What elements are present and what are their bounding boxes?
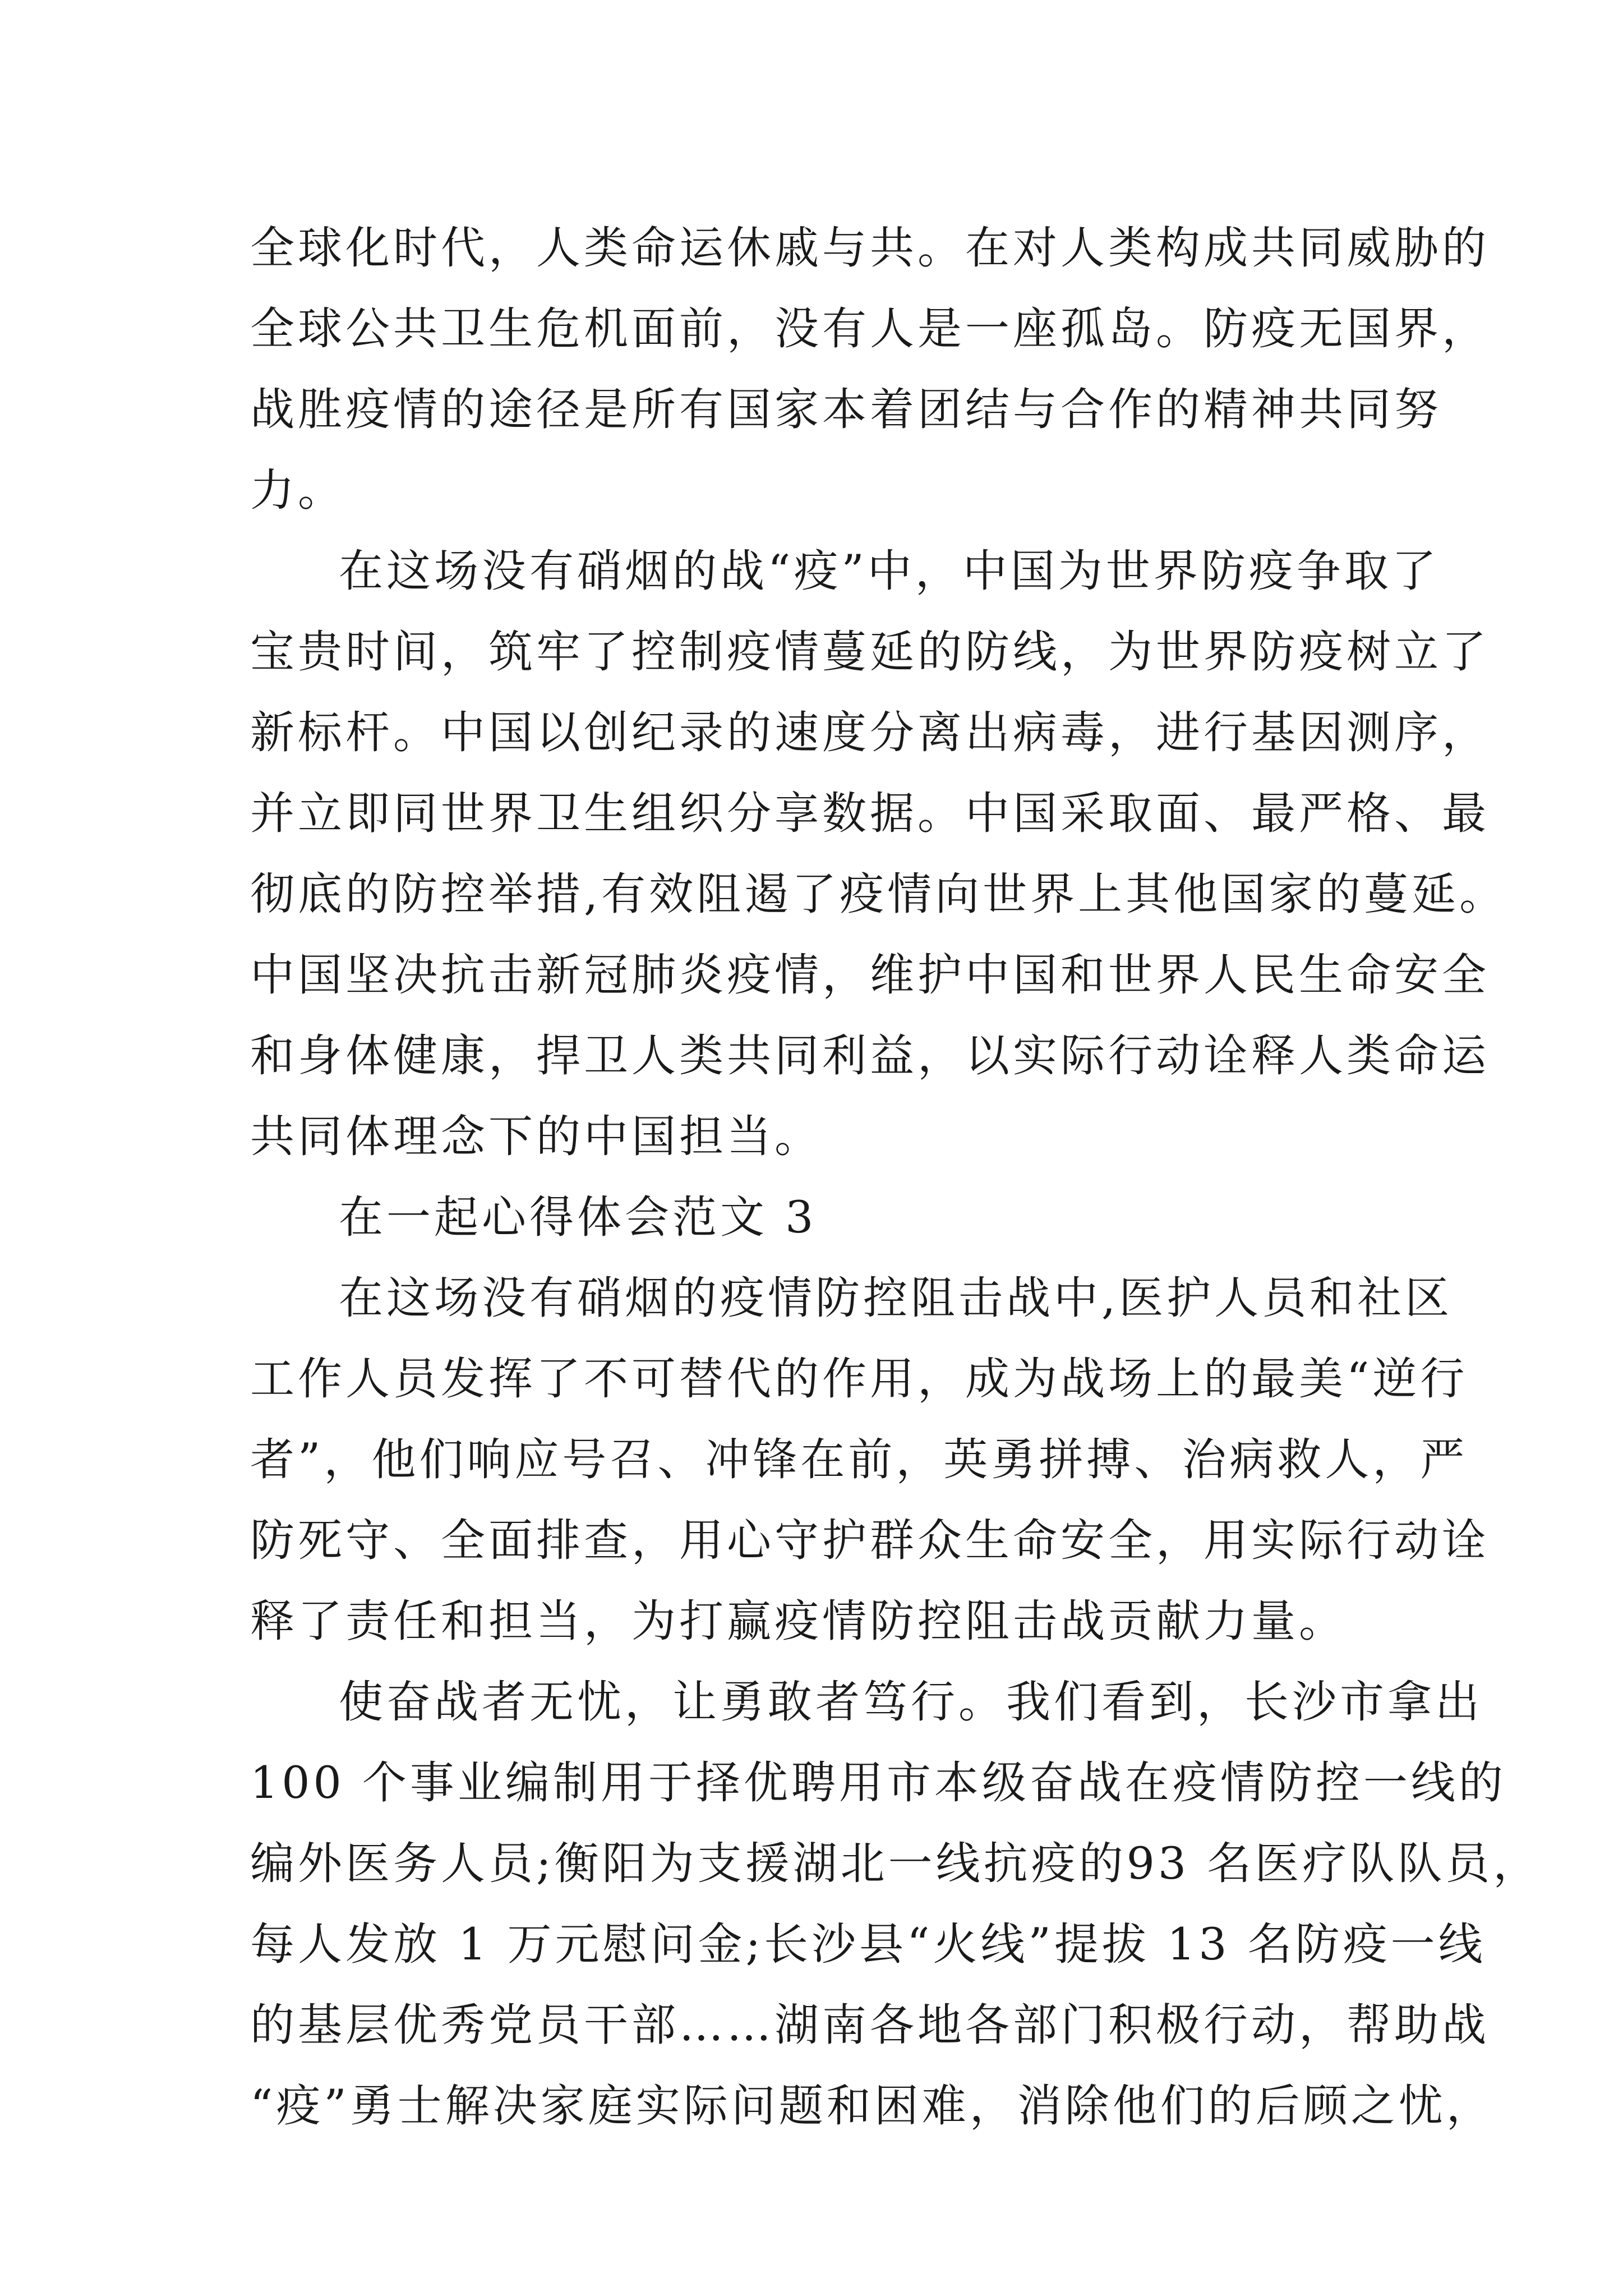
text-line: 在这场没有硝烟的疫情防控阻击战中,医护人员和社区 (339, 1272, 1453, 1324)
paragraph (250, 531, 1507, 1177)
text-line: 并立即同世界卫生组织分享数据。中国采取面、最严格、最 (250, 788, 1490, 839)
text-line: 工作人员发挥了不可替代的作用，成为战场上的最美“逆行 (250, 1353, 1468, 1405)
text-line: 释了责任和担当，为打赢疫情防控阻击战贡献力量。 (250, 1595, 1347, 1647)
text-line: 中国坚决抗击新冠肺炎疫情，维护中国和世界人民生命安全 (250, 949, 1490, 1001)
paragraph (250, 1258, 1490, 1662)
section-heading (250, 1177, 1405, 1258)
text-line: 和身体健康，捍卫人类共同利益，以实际行动诠释人类命运 (250, 1030, 1490, 1082)
text-line: 新标杆。中国以创纪录的速度分离出病毒，进行基因测序， (250, 707, 1490, 758)
text-line: 全球公共卫生危机面前，没有人是一座孤岛。防疫无国界， (250, 303, 1490, 355)
text-line: 在这场没有硝烟的战“疫”中，中国为世界防疫争取了 (339, 545, 1440, 597)
section-title: 在一起心得体会范文 3 (339, 1191, 817, 1243)
text-line: 的基层优秀党员干部……湖南各地各部门积极行动，帮助战 (250, 1999, 1490, 2051)
text-line: 战胜疫情的途径是所有国家本着团结与合作的精神共同努 (250, 384, 1442, 435)
text-line: 力。 (250, 464, 345, 516)
text-line: 每人发放 1 万元慰问金;长沙县“火线”提拔 13 名防疫一线 (250, 1918, 1486, 1970)
text-line: 全球化时代，人类命运休戚与共。在对人类构成共同威胁的 (250, 222, 1490, 274)
text-line: 防死守、全面排查，用心守护群众生命安全，用实际行动诠 (250, 1515, 1490, 1566)
text-line: 彻底的防控举措,有效阻遏了疫情向世界上其他国家的蔓延。 (250, 868, 1507, 920)
text-line: 100 个事业编制用于择优聘用市本级奋战在疫情防控一线的 (250, 1757, 1506, 1809)
text-line: 共同体理念下的中国担当。 (250, 1111, 822, 1162)
document-body (250, 208, 1541, 2146)
text-line: 宝贵时间，筑牢了控制疫情蔓延的防线，为世界防疫树立了 (250, 626, 1490, 678)
paragraph (250, 208, 1490, 531)
text-line: 者”，他们响应号召、冲锋在前，英勇拼搏、治病救人，严 (250, 1434, 1468, 1485)
text-line: 使奋战者无忧，让勇敢者笃行。我们看到，长沙市拿出 (339, 1676, 1483, 1728)
text-line: 编外医务人员;衡阳为支援湖北一线抗疫的93 名医疗队队员， (250, 1838, 1541, 1889)
paragraph (250, 1662, 1541, 2146)
text-line: “疫”勇士解决家庭实际问题和困难，消除他们的后顾之忧， (250, 2080, 1494, 2132)
